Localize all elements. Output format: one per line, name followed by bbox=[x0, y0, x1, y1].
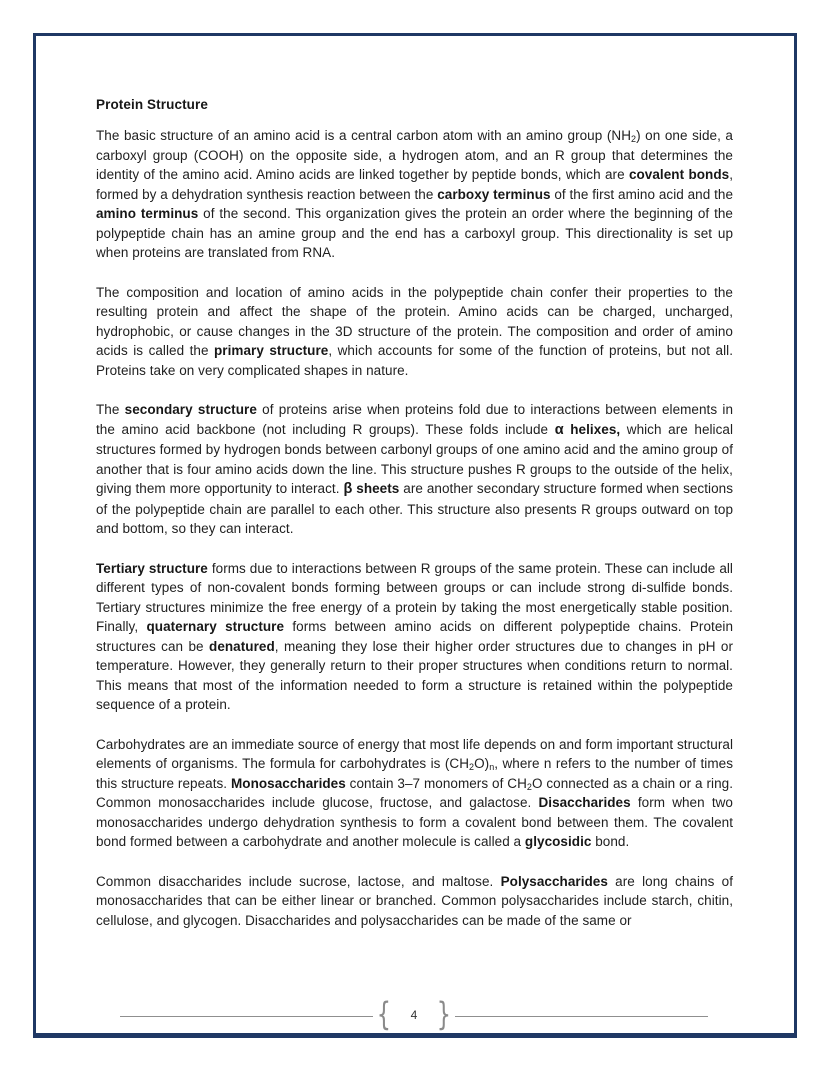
bold-term: covalent bonds bbox=[628, 167, 730, 182]
subscript: 2 bbox=[526, 781, 532, 792]
bold-term: glycosidic bbox=[524, 834, 592, 849]
text-run: Carbohydrates are an immediate source of energy that most life depends on and form important structural elements of organisms. The formula for carbohydrates is (CH bbox=[96, 736, 733, 771]
bold-term: Tertiary structure bbox=[96, 560, 208, 576]
subscript: 2 bbox=[469, 762, 475, 772]
bold-term: Polysaccharides bbox=[500, 873, 608, 889]
bold-term: carboxy terminus bbox=[437, 186, 551, 202]
text-run: O connected as a chain or a ring. Common monosaccharides include glucose, fructose, and galactose. bbox=[96, 775, 733, 810]
page-number: 4 bbox=[410, 1008, 418, 1022]
page-footer bbox=[120, 996, 708, 1033]
text-run: O) bbox=[474, 756, 490, 771]
bold-term: secondary structure bbox=[124, 402, 257, 417]
text-run: are another secondary structure formed when sections of the polypeptide chain are parallel to each other. This structure also presents R groups outward on top and bottom, so they can interact. bbox=[96, 481, 733, 536]
text-run: , where n refers to the number of times this structure repeats. bbox=[96, 756, 733, 791]
bold-term: quaternary structure bbox=[146, 619, 285, 634]
bold-term: sheets bbox=[352, 481, 400, 496]
text-run: contain 3–7 monomers of CH bbox=[345, 775, 527, 791]
text-run: bond. bbox=[591, 834, 630, 849]
paragraph bbox=[96, 735, 733, 852]
section-title: Protein Structure bbox=[96, 97, 208, 112]
text-run: of proteins arise when proteins fold due to interactions between elements in the amino acid backbone (not including R groups). These folds include bbox=[96, 402, 733, 437]
text-run: , which accounts for some of the function of proteins, but not all. Proteins take on very complicated shapes in nature. bbox=[96, 343, 734, 378]
bold-term: denatured bbox=[209, 638, 275, 654]
text-run: The composition and location of amino acids in the polypeptide chain confer their properties to the resulting protein and affect the shape of the protein. Amino acids can be charged, uncharged, hydrophobic, or cause changes in the 3D structure of the protein. The composition and order of amino acids is called the bbox=[96, 284, 733, 358]
paragraph bbox=[96, 126, 733, 263]
paragraph bbox=[96, 283, 733, 381]
paragraph bbox=[96, 400, 733, 539]
bold-term: amino terminus bbox=[96, 206, 199, 221]
text-run: The basic structure of an amino acid is a central carbon atom with an amino group (NH bbox=[96, 128, 631, 143]
text-run: form when two monosaccharides undergo dehydration synthesis to form a covalent bond between them. The covalent bond formed between a carbohydrate and another molecule is called a bbox=[96, 795, 733, 849]
text-run: of the first amino acid and the bbox=[550, 186, 733, 202]
text-run: which are helical structures formed by hydrogen bonds between carbonyl groups of one amino acid and the amino group of another that is four amino acids down the line. This structure pushes R groups to the outside of the helix, giving them more opportunity to interact. bbox=[96, 421, 734, 496]
text-run: ) on one side, a carboxyl group (COOH) on the opposite side, a hydrogen atom, and an R group that determines the identity of the amino acid. Amino acids are linked together by peptide bonds, which are bbox=[96, 128, 733, 182]
page-content bbox=[96, 97, 733, 950]
text-run: Common disaccharides include sucrose, lactose, and maltose. bbox=[96, 873, 501, 889]
page-border-frame bbox=[33, 33, 797, 1038]
subscript: n bbox=[489, 762, 495, 772]
text-run: are long chains of monosaccharides that can be either linear or branched. Common polysaccharides include starch, chitin, cellulose, and glycogen. Disaccharides and polysaccharides can be made of the same or bbox=[96, 873, 733, 928]
text-run: forms between amino acids on different polypeptide chains. Protein structures can be bbox=[96, 619, 733, 654]
subscript: 2 bbox=[631, 134, 637, 144]
paragraph bbox=[96, 872, 733, 931]
paragraph bbox=[96, 559, 733, 715]
bold-term: Monosaccharides bbox=[231, 775, 346, 791]
bold-term: primary structure bbox=[214, 343, 329, 358]
footer-rule-right bbox=[455, 1016, 708, 1017]
text-run: , meaning they lose their higher order structures due to changes in pH or temperature. However, they generally return to their proper structures when conditions return to normal. This means that most of the information needed to form a structure is retained within the polypeptide sequence of a protein. bbox=[96, 638, 734, 712]
text-run: of the second. This organization gives the protein an order where the beginning of the polypeptide chain has an amine group and the end has a carboxyl group. This directionality is set up when proteins are translated from RNA. bbox=[96, 206, 733, 260]
bold-term: helixes, bbox=[563, 421, 621, 437]
text-run: The bbox=[96, 402, 125, 417]
bold-term: Disaccharides bbox=[538, 795, 631, 810]
bold-term: α bbox=[554, 421, 564, 438]
paragraph-container bbox=[96, 126, 733, 930]
text-run: forms due to interactions between R groups of the same protein. These can include all different types of non-covalent bonds forming between groups or can include strong di-sulfide bonds. Tertiary structures minimize the free energy of a protein by taking the most energetically stable position. Finally, bbox=[96, 560, 733, 634]
right-brace-decoration: } bbox=[437, 996, 452, 1033]
bold-term: β bbox=[343, 481, 353, 497]
footer-rule-left bbox=[120, 1016, 373, 1017]
left-brace-decoration: { bbox=[376, 996, 391, 1033]
text-run: , formed by a dehydration synthesis reaction between the bbox=[96, 167, 733, 202]
